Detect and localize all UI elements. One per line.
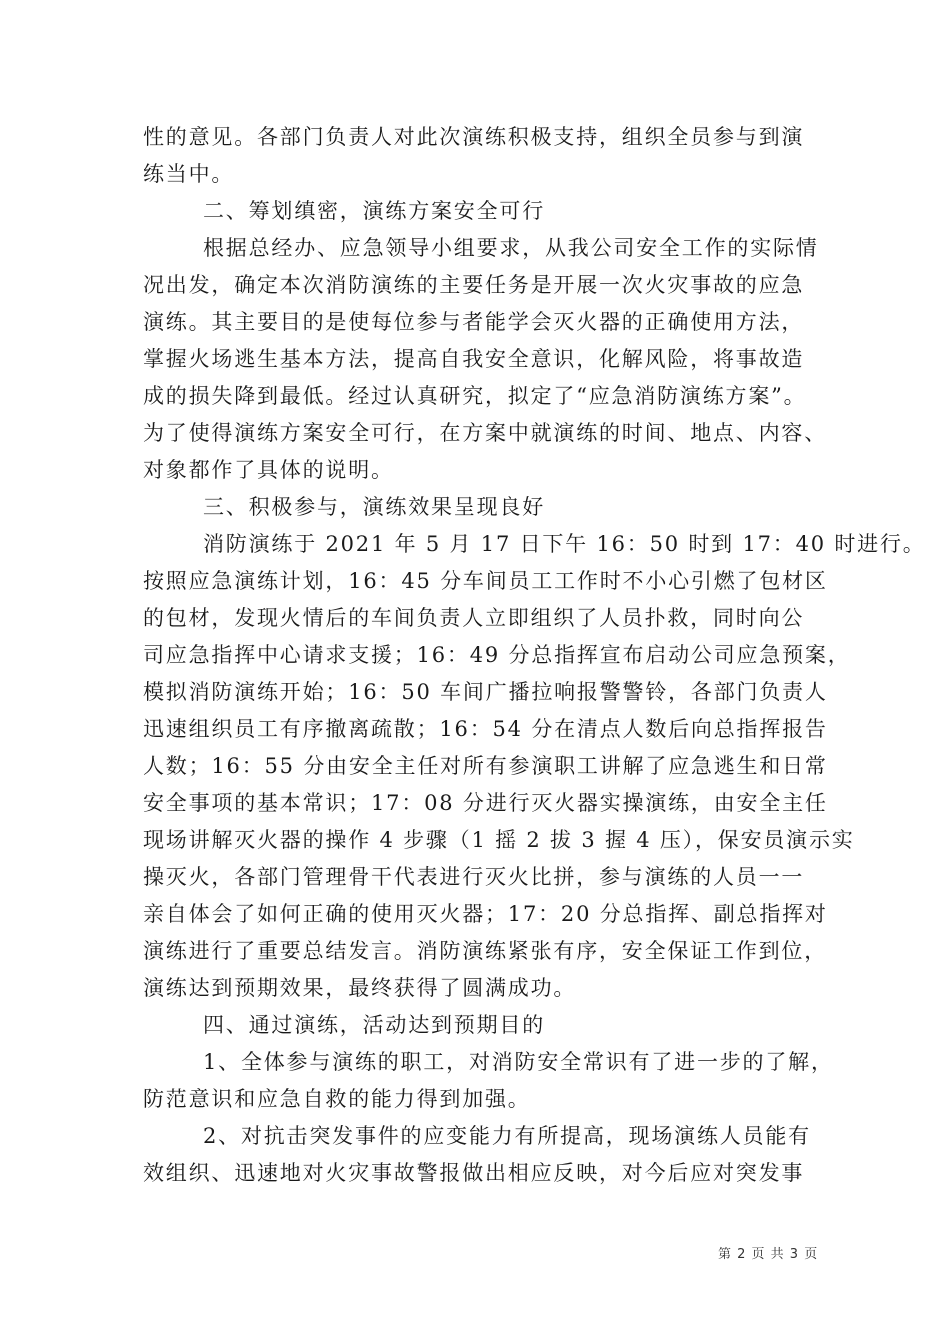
text-line: 演练进行了重要总结发言。消防演练紧张有序，安全保证工作到位， — [143, 939, 827, 963]
text-line: 操灭火，各部门管理骨干代表进行灭火比拼，参与演练的人员一一 — [143, 865, 805, 889]
text-line: 亲自体会了如何正确的使用灭火器；17：20 分总指挥、副总指挥对 — [143, 902, 828, 926]
text-line: 况出发，确定本次消防演练的主要任务是开展一次火灾事故的应急 — [143, 273, 805, 297]
text-line: 迅速组织员工有序撤离疏散；16：54 分在清点人数后向总指挥报告 — [143, 717, 828, 741]
text-line: 掌握火场逃生基本方法，提高自我安全意识，化解风险，将事故造 — [143, 347, 805, 371]
text-line: 司应急指挥中心请求支援；16：49 分总指挥宣布启动公司应急预案， — [143, 643, 851, 667]
text-line: 练当中。 — [143, 162, 235, 186]
document-body — [143, 119, 926, 1192]
text-line: 性的意见。各部门负责人对此次演练积极支持，组织全员参与到演 — [143, 125, 805, 149]
text-line: 安全事项的基本常识；17：08 分进行灭火器实操演练，由安全主任 — [143, 791, 828, 815]
text-line: 根据总经办、应急领导小组要求，从我公司安全工作的实际情 — [203, 236, 819, 260]
section-heading-4: 四、通过演练，活动达到预期目的 — [203, 1013, 545, 1037]
text-line: 为了使得演练方案安全可行，在方案中就演练的时间、地点、内容、 — [143, 421, 827, 445]
list-item-1: 1、全体参与演练的职工，对消防安全常识有了进一步的了解， — [203, 1050, 834, 1074]
page-number: 第 2 页 共 3 页 — [718, 1247, 819, 1262]
text-line: 防范意识和应急自救的能力得到加强。 — [143, 1087, 531, 1111]
text-line: 人数；16：55 分由安全主任对所有参演职工讲解了应急逃生和日常 — [143, 754, 828, 778]
text-line: 演练达到预期效果，最终获得了圆满成功。 — [143, 976, 577, 1000]
section-heading-2: 二、筹划缜密，演练方案安全可行 — [203, 199, 545, 223]
text-line: 模拟消防演练开始；16：50 车间广播拉响报警警铃，各部门负责人 — [143, 680, 828, 704]
text-line: 按照应急演练计划，16：45 分车间员工工作时不小心引燃了包材区 — [143, 569, 828, 593]
text-line: 成的损失降到最低。经过认真研究，拟定了“应急消防演练方案”。 — [143, 384, 807, 408]
list-item-2: 2、对抗击突发事件的应变能力有所提高，现场演练人员能有 — [203, 1124, 811, 1148]
text-line: 演练。其主要目的是使每位参与者能学会灭火器的正确使用方法， — [143, 310, 805, 334]
text-line: 现场讲解灭火器的操作 4 步骤（1 摇 2 拔 3 握 4 压），保安员演示实 — [143, 828, 855, 852]
text-line: 的包材，发现火情后的车间负责人立即组织了人员扑救，同时向公 — [143, 606, 805, 630]
text-line: 对象都作了具体的说明。 — [143, 458, 394, 482]
text-line: 消防演练于 2021 年 5 月 17 日下午 16：50 时到 17：40 时进行。 — [203, 532, 926, 556]
section-heading-3: 三、积极参与，演练效果呈现良好 — [203, 495, 545, 519]
text-line: 效组织、迅速地对火灾事故警报做出相应反映，对今后应对突发事 — [143, 1161, 805, 1185]
